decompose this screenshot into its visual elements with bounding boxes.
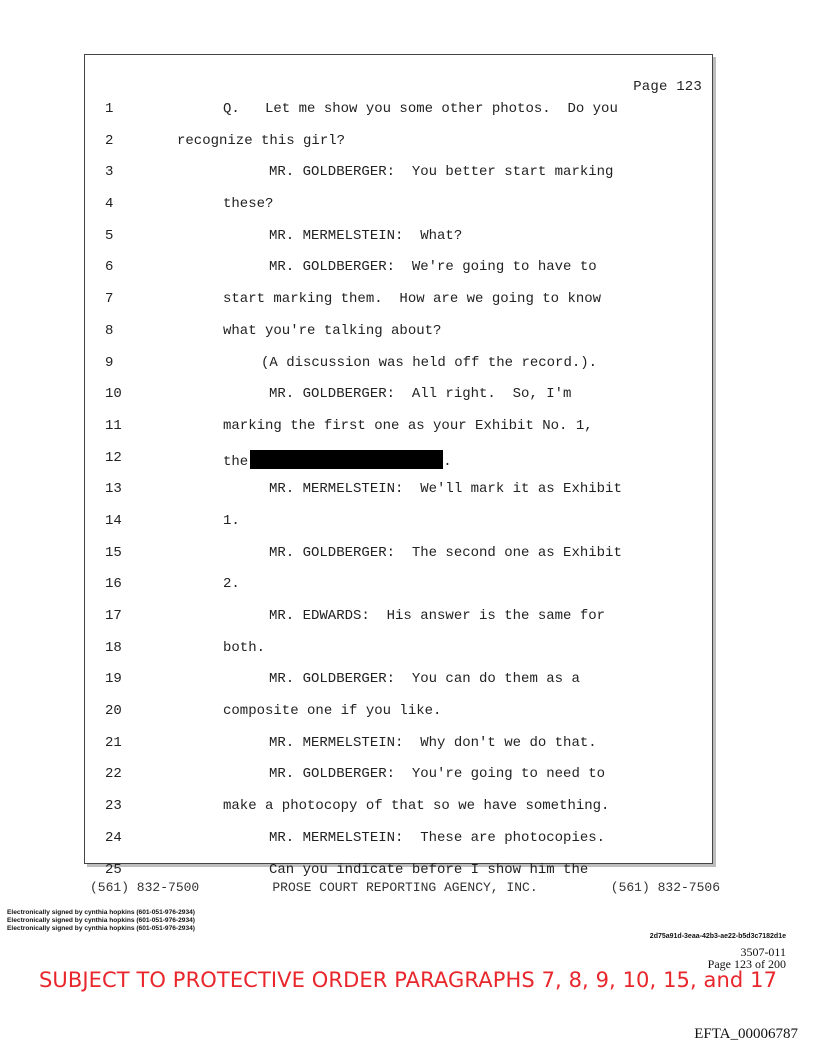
transcript-lines [85, 101, 712, 893]
line-text [269, 545, 622, 561]
line-text-content: MR. EDWARDS: His answer is the same for [269, 608, 606, 624]
transcript-line [85, 196, 712, 228]
transcript-line [85, 830, 712, 862]
line-text-content: Q. Let me show you some other photos. Do you [223, 101, 618, 117]
line-text [269, 766, 605, 782]
line-number: 22 [105, 766, 122, 783]
line-number: 12 [105, 449, 122, 466]
signature-line: Electronically signed by cynthia hopkins (601-051-976-2934) [7, 909, 195, 916]
line-text-content: MR. MERMELSTEIN: Why don't we do that. [269, 734, 597, 751]
line-text [223, 291, 601, 307]
doc-number: 3507-011 [740, 945, 786, 959]
line-text-content: MR. GOLDBERGER: You can do them as a [269, 671, 580, 688]
line-text-after-redaction: . [443, 453, 452, 470]
line-number: 16 [105, 576, 122, 593]
transcript-line [85, 545, 712, 577]
redaction-bar [250, 450, 443, 469]
line-text-content: MR. GOLDBERGER: The second one as Exhibit [269, 544, 622, 561]
line-number: 1 [105, 101, 114, 117]
transcript-line [85, 133, 712, 165]
line-text [269, 228, 462, 244]
line-text-content: MR. GOLDBERGER: You better start marking [269, 164, 614, 181]
line-text-content: Can you indicate before I show him the [269, 861, 589, 878]
line-number: 10 [105, 386, 122, 403]
line-text [223, 640, 265, 656]
transcript-line [85, 703, 712, 735]
line-number: 19 [105, 671, 122, 688]
footer-phone-left: (561) 832-7500 [90, 880, 200, 895]
line-number: 24 [105, 829, 122, 846]
line-number: 21 [105, 734, 122, 751]
line-text [269, 386, 571, 402]
line-text-content: MR. MERMELSTEIN: We'll mark it as Exhibit [269, 481, 622, 498]
line-text [177, 133, 345, 149]
transcript-line [85, 164, 712, 196]
transcript-line [85, 481, 712, 513]
transcript-line [85, 355, 712, 387]
transcript-line [85, 323, 712, 355]
line-text-content: 2. [223, 576, 240, 593]
line-text-content: the [223, 453, 249, 470]
line-text-content: MR. GOLDBERGER: All right. So, I'm [269, 386, 572, 403]
line-number: 15 [105, 544, 122, 561]
line-number: 2 [105, 132, 114, 149]
line-text [223, 101, 618, 117]
line-text-content: marking the first one as your Exhibit No. 1, [223, 417, 593, 434]
signature-hash: 2d75a91d-3eaa-42b3-ae22-b5d3c7182d1e [649, 933, 786, 940]
line-text [223, 513, 240, 529]
line-text-content: MR. GOLDBERGER: You're going to need to [269, 766, 606, 783]
line-text [269, 671, 580, 687]
signature-block [7, 909, 195, 933]
line-text [223, 323, 441, 339]
line-text-content: make a photocopy of that so we have something. [223, 798, 610, 815]
line-text [269, 862, 588, 878]
transcript-line [85, 513, 712, 545]
efta-id: EFTA_00006787 [694, 1026, 798, 1042]
document-id [708, 946, 786, 970]
transcript-line [85, 228, 712, 260]
transcript-line [85, 101, 712, 133]
line-number: 13 [105, 481, 122, 498]
page-of: Page 123 of 200 [707, 957, 786, 971]
line-number: 3 [105, 164, 114, 181]
line-text-content: MR. MERMELSTEIN: These are photocopies. [269, 829, 606, 846]
line-number: 8 [105, 322, 114, 339]
line-text [223, 418, 593, 434]
line-text [223, 703, 441, 719]
line-number: 23 [105, 798, 122, 815]
transcript-line [85, 766, 712, 798]
line-number: 7 [105, 291, 114, 308]
line-text [261, 355, 597, 371]
line-number: 5 [105, 227, 114, 244]
line-text-content: MR. GOLDBERGER: We're going to have to [269, 259, 597, 276]
line-number: 14 [105, 512, 122, 529]
line-text [269, 164, 613, 180]
footer-agency: PROSE COURT REPORTING AGENCY, INC. [272, 880, 538, 895]
signature-line: Electronically signed by cynthia hopkins (601-051-976-2934) [7, 917, 195, 924]
line-text [269, 481, 622, 497]
line-number: 17 [105, 608, 122, 624]
transcript-line [85, 418, 712, 450]
line-number: 20 [105, 703, 122, 720]
footer-phone-right: (561) 832-7506 [610, 880, 720, 895]
line-number: 18 [105, 639, 122, 656]
line-text [223, 196, 273, 212]
line-text-content: (A discussion was held off the record.). [261, 354, 598, 371]
transcript-line [85, 671, 712, 703]
line-text-content: recognize this girl? [177, 132, 346, 149]
line-number: 6 [105, 259, 114, 276]
transcript-line [85, 259, 712, 291]
transcript-page [84, 54, 713, 878]
transcript-line [85, 450, 712, 482]
line-text-content: what you're talking about? [223, 322, 442, 339]
transcript-line [85, 640, 712, 672]
transcript-line [85, 576, 712, 608]
line-number: 4 [105, 196, 114, 213]
line-number: 11 [105, 417, 122, 434]
line-text-content: these? [223, 196, 274, 213]
line-text [223, 450, 452, 470]
line-text [269, 830, 605, 846]
line-number: 9 [105, 354, 114, 371]
line-text-content: composite one if you like. [223, 703, 442, 720]
line-text-content: both. [223, 639, 266, 656]
line-text-content: start marking them. How are we going to know [223, 291, 602, 308]
transcript-line [85, 386, 712, 418]
line-text [269, 608, 605, 624]
line-text-content: MR. MERMELSTEIN: What? [269, 227, 463, 244]
line-text [269, 259, 597, 275]
reporter-footer [90, 880, 720, 895]
protective-order-banner: SUBJECT TO PROTECTIVE ORDER PARAGRAPHS 7, 8, 9, 10, 15, and 17 [38, 968, 778, 992]
page-label: Page 123 [633, 79, 702, 95]
line-number: 25 [105, 861, 122, 878]
line-text-content: 1. [223, 512, 240, 529]
line-text [223, 576, 240, 592]
line-text [223, 798, 609, 814]
transcript-line [85, 608, 712, 640]
line-text [269, 735, 597, 751]
signature-line: Electronically signed by cynthia hopkins (601-051-976-2934) [7, 925, 195, 932]
transcript-line [85, 798, 712, 830]
transcript-line [85, 735, 712, 767]
transcript-line [85, 291, 712, 323]
